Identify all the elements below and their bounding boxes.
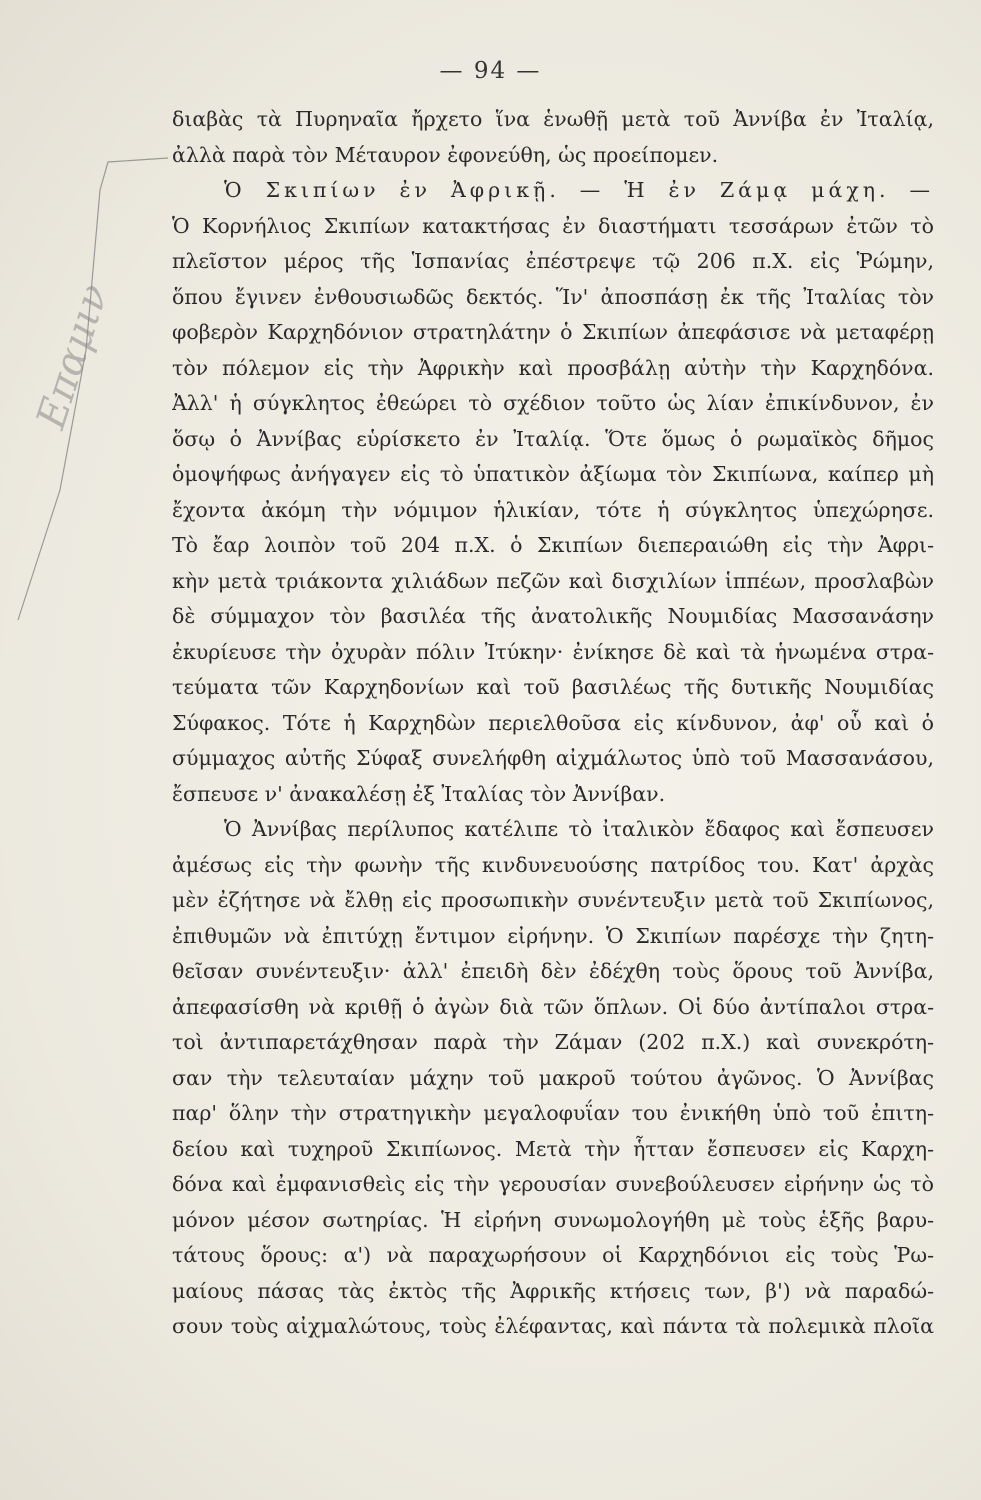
- text-line: Ὁ Κορνήλιος Σκιπίων κατακτήσας ἐν διαστήματι τεσσάρων ἐτῶν τὸ: [172, 213, 934, 238]
- text-line: ἀλλὰ παρὰ τὸν Μέταυρον ἐφονεύθη, ὡς προείπομεν.: [172, 142, 719, 167]
- text-line: πλεῖστον μέρος τῆς Ἱσπανίας ἐπέστρεψε τῷ 206 π.Χ. εἰς Ῥώμην,: [172, 249, 934, 273]
- page-number: — 94 —: [439, 58, 542, 84]
- text-line: μόνον μέσον σωτηρίας. Ἡ εἰρήνη συνωμολογήθη μὲ τοὺς ἑξῆς βαρυ-: [172, 1207, 934, 1232]
- text-line: ὅπου ἔγινεν ἐνθουσιωδῶς δεκτός. Ἵν' ἀποσπάσῃ ἐκ τῆς Ἰταλίας τὸν: [172, 284, 934, 309]
- text-line: ἀπεφασίσθη νὰ κριθῇ ὁ ἀγὼν διὰ τῶν ὅπλων. Οἱ δύο ἀντίπαλοι στρα-: [172, 994, 934, 1019]
- text-line: θεῖσαν συνέντευξιν· ἀλλ' ἐπειδὴ δὲν ἐδέχθη τοὺς ὅρους τοῦ Ἀννίβα,: [172, 959, 934, 983]
- margin-handwriting: Επαμιν: [28, 278, 118, 435]
- text-line: φοβερὸν Καρχηδόνιον στρατηλάτην ὁ Σκιπίων ἀπεφάσισε νὰ μεταφέρῃ: [172, 320, 934, 344]
- text-line: τάτους ὅρους: α') νὰ παραχωρήσουν οἱ Καρχηδόνιοι εἰς τοὺς Ῥω-: [172, 1243, 934, 1267]
- text-line: τὸν πόλεμον εἰς τὴν Ἀφρικὴν καὶ προσβάλῃ αὐτὴν τὴν Καρχηδόνα.: [172, 355, 934, 380]
- text-line: σαν τὴν τελευταίαν μάχην τοῦ μακροῦ τούτου ἀγῶνος. Ὁ Ἀννίβας: [172, 1065, 934, 1090]
- text-line: δείου καὶ τυχηροῦ Σκιπίωνος. Μετὰ τὴν ἧτταν ἔσπευσεν εἰς Καρχη-: [172, 1136, 934, 1161]
- text-line: ἔσπευσε ν' ἀνακαλέσῃ ἐξ Ἰταλίας τὸν Ἀννίβαν.: [172, 781, 666, 806]
- text-line: παρ' ὅλην τὴν στρατηγικὴν μεγαλοφυΐαν του ἐνικήθη ὑπὸ τοῦ ἐπιτη-: [172, 1101, 934, 1125]
- text-line: ἀμέσως εἰς τὴν φωνὴν τῆς κινδυνευούσης πατρίδος του. Κατ' ἀρχὰς: [172, 852, 934, 877]
- section-heading: Ὁ Σκιπίων ἐν Ἀφρικῇ. — Ἡ ἐν Ζάμᾳ μάχη. —: [224, 178, 934, 202]
- text-line: μὲν ἐζήτησε νὰ ἔλθῃ εἰς προσωπικὴν συνέντευξιν μετὰ τοῦ Σκιπίωνος,: [172, 888, 934, 912]
- text-line: τοὶ ἀντιπαρετάχθησαν παρὰ τὴν Ζάμαν (202 π.Χ.) καὶ συνεκρότη-: [172, 1030, 934, 1054]
- text-line: σύμμαχος αὐτῆς Σύφαξ συνελήφθη αἰχμάλωτος ὑπὸ τοῦ Μασσανάσου,: [172, 746, 934, 770]
- text-line: κὴν μετὰ τριάκοντα χιλιάδων πεζῶν καὶ δισχιλίων ἱππέων, προσλαβὼν: [172, 568, 934, 593]
- text-line: ὁμοψήφως ἀνήγαγεν εἰς τὸ ὑπατικὸν ἀξίωμα τὸν Σκιπίωνα, καίπερ μὴ: [172, 462, 934, 486]
- text-line: δόνα καὶ ἐμφανισθεὶς εἰς τὴν γερουσίαν συνεβούλευσεν εἰρήνην ὡς τὸ: [172, 1172, 934, 1196]
- text-line: Τὸ ἔαρ λοιπὸν τοῦ 204 π.Χ. ὁ Σκιπίων διεπεραιώθη εἰς τὴν Ἀφρι-: [172, 533, 934, 557]
- text-line: Ἀλλ' ἡ σύγκλητος ἐθεώρει τὸ σχέδιον τοῦτο ὡς λίαν ἐπικίνδυνον, ἐν: [172, 391, 934, 415]
- text-line: τεύματα τῶν Καρχηδονίων καὶ τοῦ βασιλέως τῆς δυτικῆς Νουμιδίας: [172, 675, 934, 699]
- text-line: Σύφακος. Τότε ἡ Καρχηδὼν περιελθοῦσα εἰς κίνδυνον, ἀφ' οὗ καὶ ὁ: [172, 710, 934, 735]
- text-line: ἐπιθυμῶν νὰ ἐπιτύχῃ ἔντιμον εἰρήνην. Ὁ Σκιπίων παρέσχε τὴν ζητη-: [172, 923, 934, 948]
- text-line: ὅσῳ ὁ Ἀννίβας εὑρίσκετο ἐν Ἰταλίᾳ. Ὅτε ὅμως ὁ ρωμαϊκὸς δῆμος: [172, 426, 934, 451]
- margin-pencil-bracket: [0, 150, 172, 650]
- text-line: ἐκυρίευσε τὴν ὀχυρὰν πόλιν Ἰτύκην· ἐνίκησε δὲ καὶ τὰ ἡνωμένα στρα-: [172, 639, 934, 664]
- text-line: δὲ σύμμαχον τὸν βασιλέα τῆς ἀνατολικῆς Νουμιδίας Μασσανάσην: [172, 604, 934, 628]
- text-line: Ὁ Ἀννίβας περίλυπος κατέλιπε τὸ ἰταλικὸν ἔδαφος καὶ ἔσπευσεν: [224, 817, 934, 841]
- text-line: μαίους πάσας τὰς ἐκτὸς τῆς Ἀφρικῆς κτήσεις των, β') νὰ παραδώ-: [172, 1278, 934, 1303]
- text-line: διαβὰς τὰ Πυρηναῖα ἤρχετο ἵνα ἑνωθῇ μετὰ τοῦ Ἀννίβα ἐν Ἰταλίᾳ,: [172, 107, 934, 131]
- text-line: σουν τοὺς αἰχμαλώτους, τοὺς ἐλέφαντας, καὶ πάντα τὰ πολεμικὰ πλοῖα: [172, 1314, 934, 1338]
- text-line: ἔχοντα ἀκόμη τὴν νόμιμον ἡλικίαν, τότε ἡ σύγκλητος ὑπεχώρησε.: [172, 497, 934, 522]
- body-text: [172, 102, 934, 1345]
